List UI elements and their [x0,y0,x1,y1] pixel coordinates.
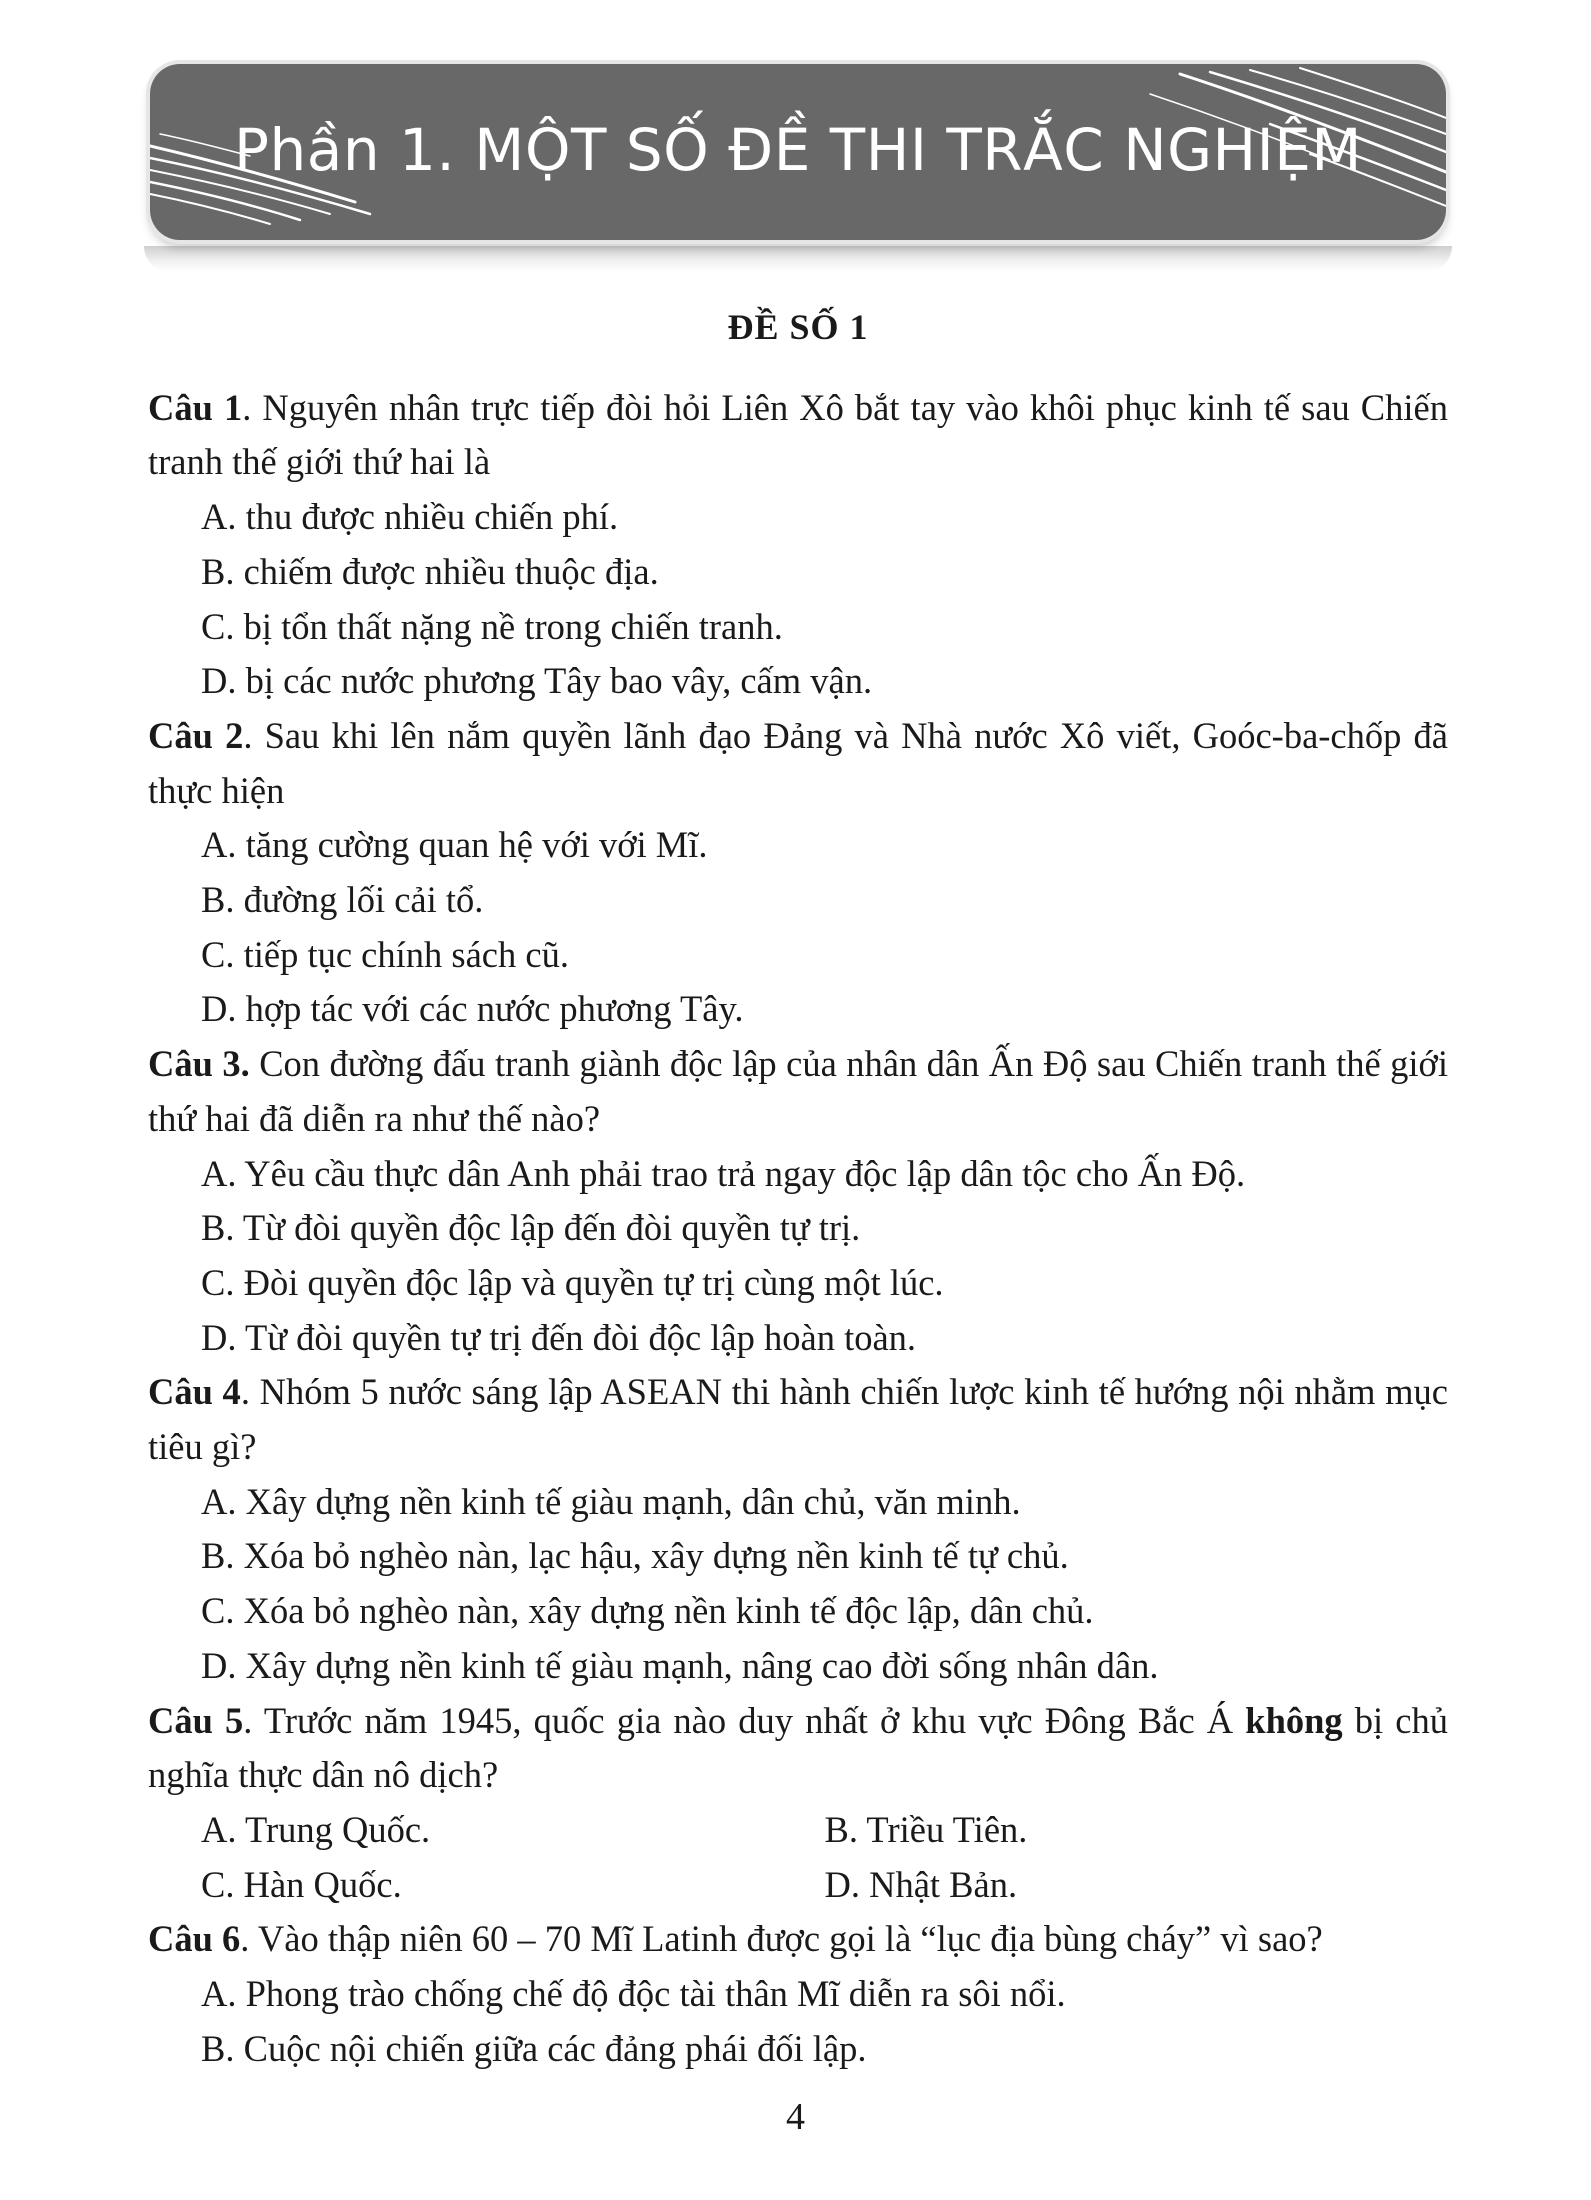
question-stem: Con đường đấu tranh giành độc lập của nhân dân Ấn Độ sau Chiến tranh thế giới thứ hai đã diễn ra như thế nào? [148,1043,1448,1139]
section-title: Phần 1. MỘT SỐ ĐỀ THI TRẮC NGHIỆM [234,116,1362,184]
banner-box [150,64,1446,240]
question-number: Câu 4 [148,1371,241,1413]
question-emphasis: không [1245,1699,1343,1741]
answer-option-c: C. Hàn Quốc. [201,1863,402,1905]
exam-content [148,300,1448,2077]
question-stem: . Nguyên nhân trực tiếp đòi hỏi Liên Xô bắt tay vào khôi phục kinh tế sau Chiến tranh thế giới thứ hai là [148,386,1448,483]
question-number: Câu 1 [148,386,243,428]
question-4 [148,1365,1448,1693]
answer-option-a: A. thu được nhiều chiến phí. [201,496,619,538]
question-text [148,1037,1448,1146]
question-stem: . Vào thập niên 60 – 70 Mĩ Latinh được gọi là “lục địa bùng cháy” vì sao? [240,1918,1323,1960]
answer-option-d: D. Xây dựng nền kinh tế giàu mạnh, nâng cao đời sống nhân dân. [201,1644,1159,1686]
answer-option-c: C. Đòi quyền độc lập và quyền tự trị cùng một lúc. [201,1261,944,1303]
answer-option-a: A. Xây dựng nền kinh tế giàu mạnh, dân chủ, văn minh. [201,1480,1021,1522]
question-stem: . Nhóm 5 nước sáng lập ASEAN thi hành chiến lược kinh tế hướng nội nhằm mục tiêu gì? [148,1371,1448,1468]
answer-option-a: A. Trung Quốc. [201,1808,431,1850]
banner-shadow [144,246,1452,272]
answer-option-a: A. Yêu cầu thực dân Anh phải trao trả ngay độc lập dân tộc cho Ấn Độ. [201,1152,1246,1194]
question-text [148,1365,1448,1474]
page-number: 4 [786,2096,805,2138]
answer-option-d: D. bị các nước phương Tây bao vây, cấm vận. [201,660,873,702]
answer-row [148,1858,1448,1913]
answer-option-d: D. Nhật Bản. [824,1863,1018,1905]
question-text [148,1912,1448,1967]
question-1 [148,381,1448,709]
answer-option-b: B. chiếm được nhiều thuộc địa. [201,550,659,592]
question-text [148,709,1448,818]
exam-title: ĐỀ SỐ 1 [727,307,869,347]
answer-option-a: A. Phong trào chống chế độ độc tài thân Mĩ diễn ra sôi nổi. [201,1973,1066,2015]
section-banner [140,58,1456,286]
answer-option-b: B. Triều Tiên. [824,1808,1028,1850]
question-stem: . Sau khi lên nắm quyền lãnh đạo Đảng và Nhà nước Xô viết, Goóc-ba-chốp đã thực hiện [148,714,1448,811]
answer-row [148,1803,1448,1858]
answer-option-d: D. hợp tác với các nước phương Tây. [201,988,744,1030]
question-number: Câu 3. [148,1043,250,1085]
question-6 [148,1912,1448,2076]
question-number: Câu 5 [148,1699,244,1741]
question-2 [148,709,1448,1037]
answer-option-c: C. tiếp tục chính sách cũ. [201,933,569,975]
answer-option-b: B. Xóa bỏ nghèo nàn, lạc hậu, xây dựng nền kinh tế tự chủ. [201,1535,1069,1577]
question-stem-end: bị chủ nghĩa thực dân nô dịch? [148,1699,1448,1796]
answer-option-c: C. bị tổn thất nặng nề trong chiến tranh. [201,605,783,647]
question-text [148,1694,1448,1803]
question-text [148,381,1448,490]
question-5 [148,1694,1448,1913]
answer-option-c: C. Xóa bỏ nghèo nàn, xây dựng nền kinh tế độc lập, dân chủ. [201,1590,1094,1632]
question-stem: . Trước năm 1945, quốc gia nào duy nhất ở khu vực Đông Bắc Á [243,1699,1246,1741]
answer-option-a: A. tăng cường quan hệ với với Mĩ. [201,824,708,866]
answer-option-b: B. Cuộc nội chiến giữa các đảng phái đối lập. [201,2027,867,2069]
answer-option-b: B. đường lối cải tổ. [201,879,484,921]
answer-option-b: B. Từ đòi quyền độc lập đến đòi quyền tự trị. [201,1207,861,1249]
question-3 [148,1037,1448,1365]
question-number: Câu 2 [148,714,244,756]
answer-option-d: D. Từ đòi quyền tự trị đến đòi độc lập hoàn toàn. [201,1316,917,1358]
question-number: Câu 6 [148,1918,241,1960]
